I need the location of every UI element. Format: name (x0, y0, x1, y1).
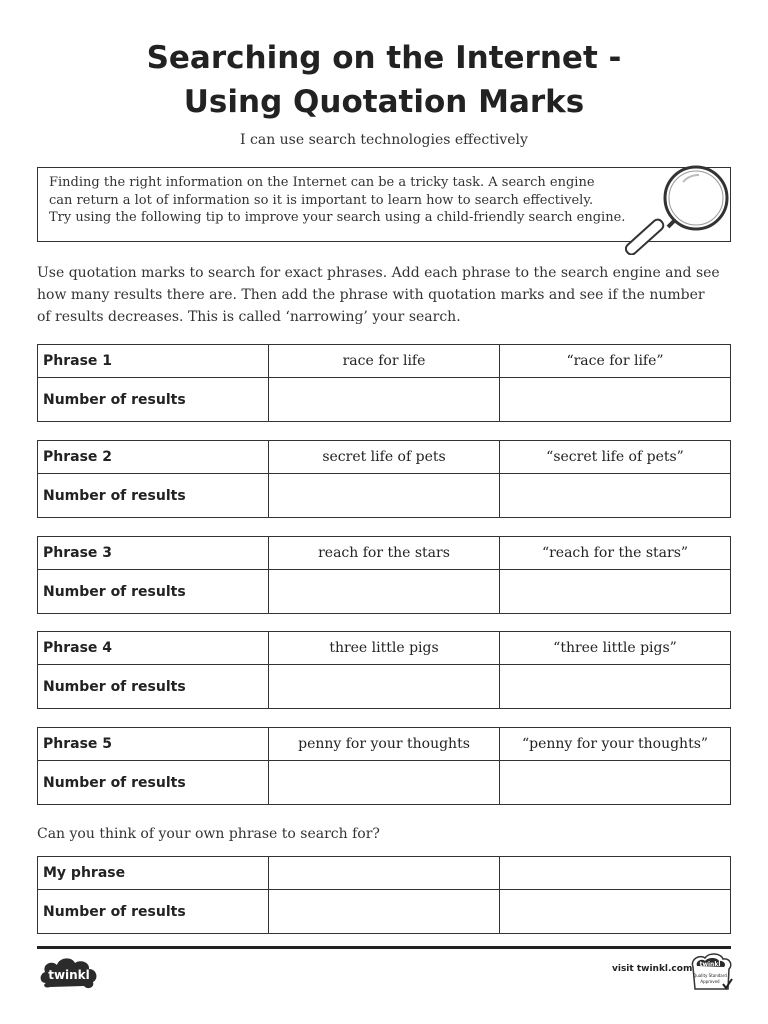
phrase-quoted: “secret life of pets” (500, 441, 731, 474)
my-phrase-label: My phrase (38, 857, 269, 890)
badge-brand: twinkl (699, 961, 721, 968)
results-quoted-field[interactable] (500, 474, 731, 518)
instructions (37, 262, 737, 328)
results-label: Number of results (38, 378, 269, 422)
results-quoted-field[interactable] (500, 378, 731, 422)
own-phrase-table (37, 856, 731, 934)
phrase-table-1 (37, 344, 731, 422)
phrase-label: Phrase 2 (38, 441, 269, 474)
learning-objective: I can use search technologies effectively (240, 132, 528, 148)
results-label: Number of results (38, 474, 269, 518)
results-plain-field[interactable] (269, 570, 500, 614)
phrase-quoted: “penny for your thoughts” (500, 728, 731, 761)
intro-line-3: Try using the following tip to improve your search using a child-friendly search engine. (49, 210, 626, 225)
phrase-plain: three little pigs (269, 632, 500, 665)
results-quoted-field[interactable] (500, 570, 731, 614)
magnifying-glass-icon (625, 160, 735, 255)
phrase-label: Phrase 4 (38, 632, 269, 665)
badge-line-2: Approved (700, 979, 720, 984)
results-plain-field[interactable] (269, 761, 500, 805)
footer-divider (37, 946, 731, 949)
phrase-table-3 (37, 536, 731, 614)
twinkl-logo (38, 953, 100, 991)
results-plain-field[interactable] (269, 474, 500, 518)
intro-line-1: Finding the right information on the Internet can be a tricky task. A search engine (49, 175, 595, 190)
instructions-line-2: how many results there are. Then add the phrase with quotation marks and see if the number (37, 287, 705, 303)
phrase-table-4 (37, 631, 731, 709)
phrase-plain: race for life (269, 345, 500, 378)
badge-line-1: Quality Standard (693, 973, 727, 978)
intro-line-2: can return a lot of information so it is important to learn how to search effectively. (49, 192, 594, 208)
phrase-quoted: “race for life” (500, 345, 731, 378)
my-phrase-quoted-field[interactable] (500, 857, 731, 890)
phrase-label: Phrase 1 (38, 345, 269, 378)
phrase-plain: secret life of pets (269, 441, 500, 474)
phrase-label: Phrase 5 (38, 728, 269, 761)
page-title (0, 36, 768, 124)
results-quoted-field[interactable] (500, 665, 731, 709)
instructions-line-3: of results decreases. This is called ‘narrowing’ your search. (37, 309, 461, 325)
results-label: Number of results (38, 761, 269, 805)
phrase-plain: reach for the stars (269, 537, 500, 570)
quality-standard-badge (690, 952, 734, 992)
phrase-table-2 (37, 440, 731, 518)
logo-text: twinkl (48, 968, 90, 982)
phrase-plain: penny for your thoughts (269, 728, 500, 761)
phrase-quoted: “reach for the stars” (500, 537, 731, 570)
results-label: Number of results (38, 570, 269, 614)
phrase-label: Phrase 3 (38, 537, 269, 570)
title-line-1: Searching on the Internet - (146, 40, 622, 76)
footer-url[interactable]: visit twinkl.com (612, 964, 693, 974)
title-line-2: Using Quotation Marks (183, 84, 585, 120)
own-phrase-question: Can you think of your own phrase to search for? (37, 826, 380, 842)
results-quoted-field[interactable] (500, 761, 731, 805)
results-label: Number of results (38, 665, 269, 709)
results-plain-field[interactable] (269, 378, 500, 422)
results-label: Number of results (38, 890, 269, 934)
instructions-line-1: Use quotation marks to search for exact phrases. Add each phrase to the search engine and see (37, 265, 720, 281)
phrase-quoted: “three little pigs” (500, 632, 731, 665)
results-plain-field[interactable] (269, 665, 500, 709)
results-quoted-field[interactable] (500, 890, 731, 934)
phrase-table-5 (37, 727, 731, 805)
results-plain-field[interactable] (269, 890, 500, 934)
my-phrase-plain-field[interactable] (269, 857, 500, 890)
